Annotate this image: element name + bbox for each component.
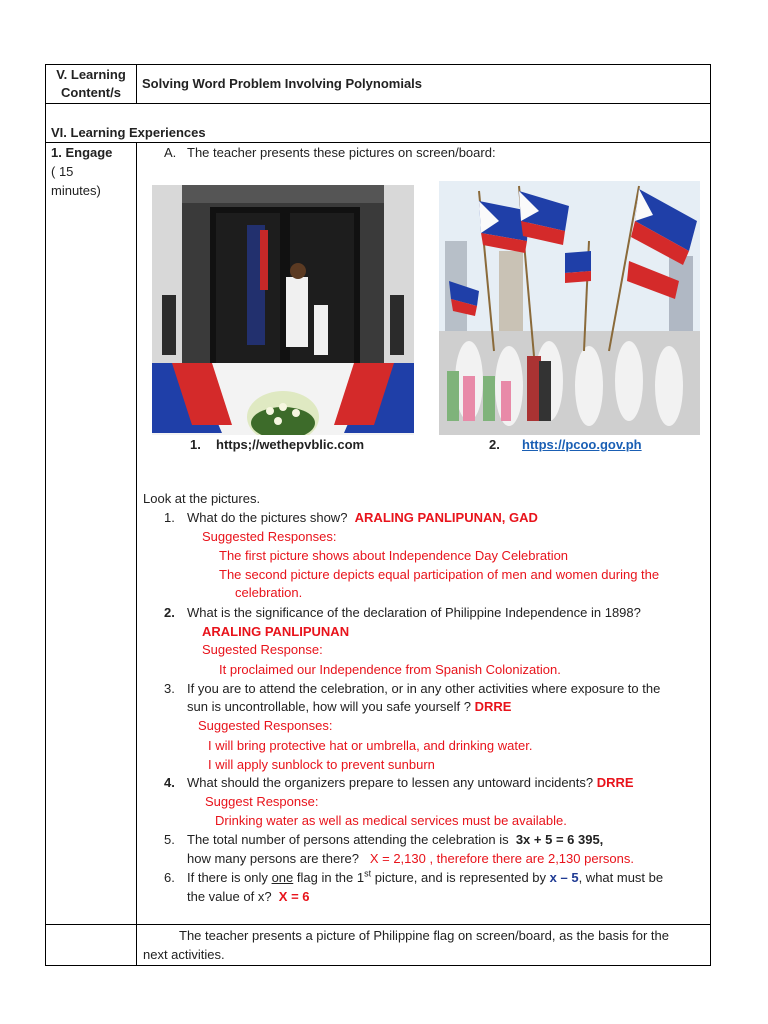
question-text: sun is uncontrollable, how will you safe yourself ? DRRE [187,699,512,714]
question-text: What do the pictures show? ARALING PANLIPUNAN, GAD [187,510,538,525]
flag-celebration-photo [439,181,700,435]
expression: x – 5 [549,870,579,885]
engage-duration: ( 15 [51,164,74,179]
column-divider [136,142,137,966]
intro-letter: A. [164,145,177,160]
subject-tag: DRRE [474,699,512,714]
picture-caption-number: 2. [489,437,500,452]
intro-text: The teacher presents these pictures on screen/board: [187,145,496,160]
suggested-response: Drinking water as well as medical services must be available. [215,813,567,828]
question-text: What is the significance of the declaration of Philippine Independence in 1898? [187,605,641,620]
learning-content-label: Content/s [61,85,121,100]
answer: X = 6 [278,889,310,904]
question-text: What should the organizers prepare to lessen any untoward incidents? DRRE [187,775,634,790]
picture-source-link[interactable]: https://pcoo.gov.ph [522,437,642,452]
engage-duration: minutes) [51,183,101,198]
next-activity-text: next activities. [143,947,225,962]
next-activity-text: The teacher presents a picture of Philippine flag on screen/board, as the basis for the [179,928,669,943]
suggested-response: The second picture depicts equal participation of men and women during the [219,567,660,582]
suggested-response: The first picture shows about Independence Day Celebration [219,548,569,563]
question-number: 4. [164,775,175,790]
independence-day-photo [152,185,414,435]
picture-caption-number: 1. [190,437,201,452]
question-text: how many persons are there? X = 2,130 , therefore there are 2,130 persons. [187,851,634,866]
response-label: Suggested Responses: [202,529,337,544]
question-text: the value of x? X = 6 [187,889,310,904]
suggested-response: It proclaimed our Independence from Spanish Colonization. [219,662,561,677]
learning-content-title: Solving Word Problem Involving Polynomials [142,76,423,91]
suggested-response: I will apply sunblock to prevent sunburn [208,757,435,772]
section-heading: VI. Learning Experiences [51,125,206,140]
equation: 3x + 5 = 6 395, [515,832,604,847]
subject-tag: DRRE [596,775,634,790]
response-label: Sugested Response: [202,642,323,657]
look-instruction: Look at the pictures. [143,491,261,506]
question-number: 3. [164,681,175,696]
row-divider [45,103,711,104]
answer: X = 2,130 , therefore there are 2,130 persons. [369,851,634,866]
question-text: If you are to attend the celebration, or in any other activities where exposure to the [187,681,661,696]
suggested-response: I will bring protective hat or umbrella, and drinking water. [208,738,533,753]
row-divider [45,142,711,143]
suggested-response: celebration. [235,585,303,600]
response-label: Suggested Responses: [198,718,333,733]
subject-tag: ARALING PANLIPUNAN, GAD [354,510,538,525]
underlined-word: one [271,870,294,885]
column-divider [136,64,137,104]
response-label: Suggest Response: [205,794,319,809]
question-text: The total number of persons attending the celebration is 3x + 5 = 6 395, [187,832,604,847]
question-text: If there is only one flag in the 1st picture, and is represented by x – 5, what must be [187,868,664,885]
learning-content-label: V. Learning [56,67,126,82]
question-number: 1. [164,510,175,525]
question-number: 5. [164,832,175,847]
row-divider [45,924,711,925]
engage-label: 1. Engage [51,145,113,160]
picture-caption-source: https;//wethepvblic.com [216,437,365,452]
question-number: 6. [164,870,175,885]
question-number: 2. [164,605,175,620]
subject-tag: ARALING PANLIPUNAN [202,624,350,639]
